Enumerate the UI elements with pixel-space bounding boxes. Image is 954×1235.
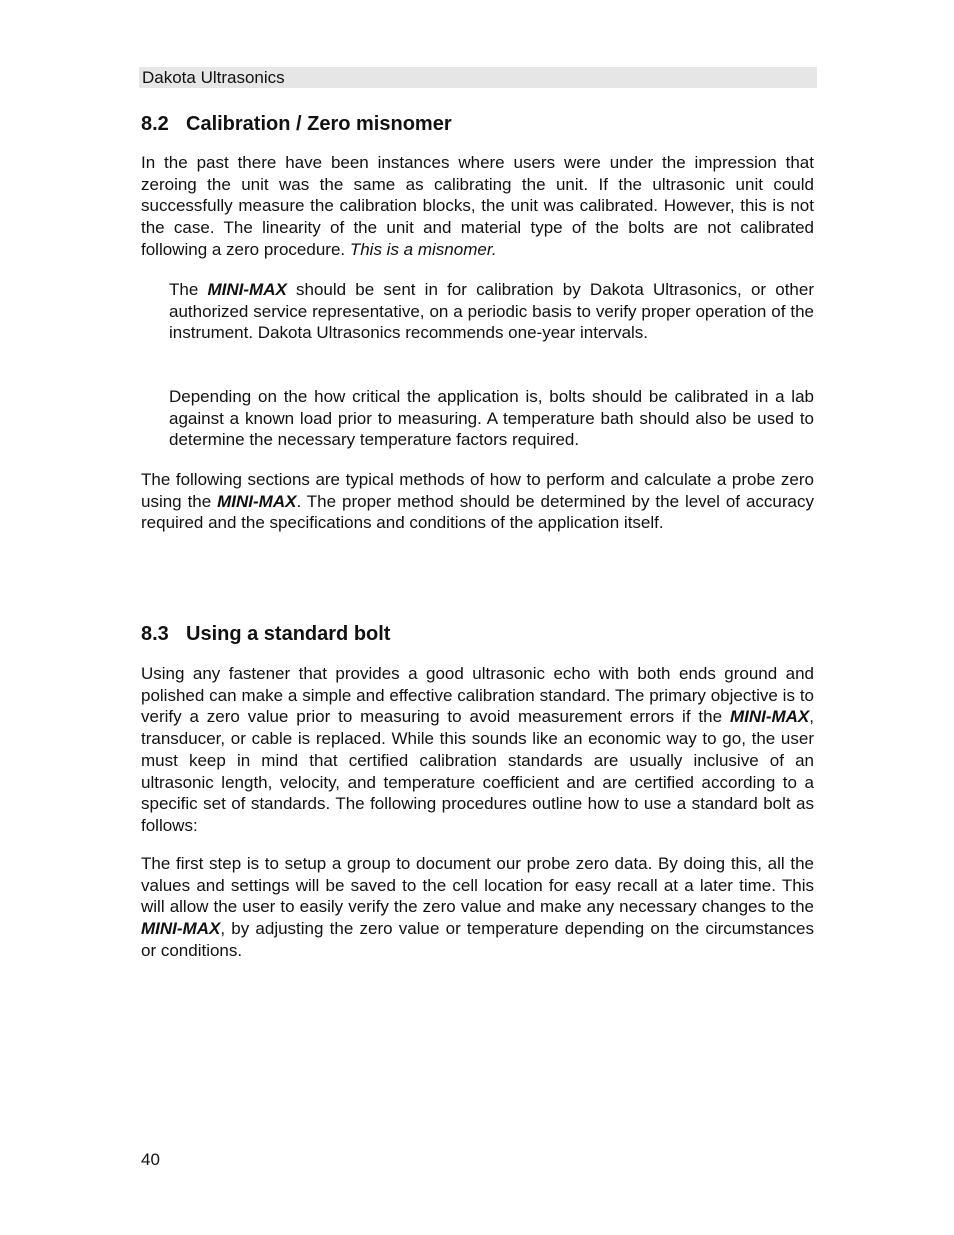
paragraph-standard-bolt [141,663,814,837]
paragraph-text: , by adjusting the zero value or temperature depending on the circumstances or conditions. [141,919,814,960]
paragraph-zero-misconception [141,152,814,261]
product-name: MINI-MAX [141,919,221,939]
paragraph-text: The first step is to setup a group to document our probe zero data. By doing this, all the values and settings will be saved to the cell location for easy recall at a later time. This will allow the user to easily verify the zero value and make any necessary changes to the [141,854,814,917]
paragraph-first-step [141,853,814,962]
section-number: 8.3 [141,623,169,645]
section-number: 8.2 [141,113,169,135]
product-name: MINI-MAX [217,491,297,511]
section-title: Using a standard bolt [186,623,391,645]
paragraph-text: . The proper method should be determined by the level of accuracy required and the specifications and conditions of the application itself. [141,491,814,533]
product-name: MINI-MAX [729,707,810,727]
section-title: Calibration / Zero misnomer [186,113,452,135]
paragraph-lab-calibration [169,386,814,451]
paragraph-text: Using any fastener that provides a good ultrasonic echo with both ends ground and polished can make a simple and effective calibration standard. The primary objective is to verify a zero value prior to measuring to avoid measurement errors if the [141,664,814,727]
paragraph-text: Depending on the how critical the application is, bolts should be calibrated in a lab against a known load prior to measuring. A temperature bath should also be used to determine the necessary temperature factors required. [169,387,814,450]
header-title: Dakota Ultrasonics [142,68,285,87]
section-8-3-heading [141,623,390,646]
paragraph-text: The following sections are typical methods of how to perform and calculate a probe zero using the [141,470,814,511]
product-name: MINI-MAX [207,280,287,299]
running-header [139,67,817,88]
page-number: 40 [141,1150,160,1169]
misnomer-emphasis: This is a misnomer. [349,239,497,259]
paragraph-text: should be sent in for calibration by Dakota Ultrasonics, or other authorized service representative, on a periodic basis to verify proper operation of the instrument. Dakota Ultrasonics recommends one-year intervals. [169,280,814,343]
section-8-2-heading [141,113,452,136]
paragraph-calibration-service [169,279,814,344]
paragraph-text: The [169,280,208,299]
paragraph-text: In the past there have been instances where users were under the impression that zeroing the unit was the same as calibrating the unit. If the ultrasonic unit could successfully measure the calibration blocks, the unit was calibrated. However, this is not the case. The linearity of the unit and material type of the bolts are not calibrated following a zero procedure. [141,153,814,259]
paragraph-text: , transducer, or cable is replaced. While this sounds like an economic way to go, the user must keep in mind that certified calibration standards are usually inclusive of an ultrasonic length, velocity, and temperature coefficient and are certified according to a specific set of standards. The following procedures outline how to use a standard bolt as follows: [141,707,814,835]
paragraph-following-sections [141,469,814,534]
